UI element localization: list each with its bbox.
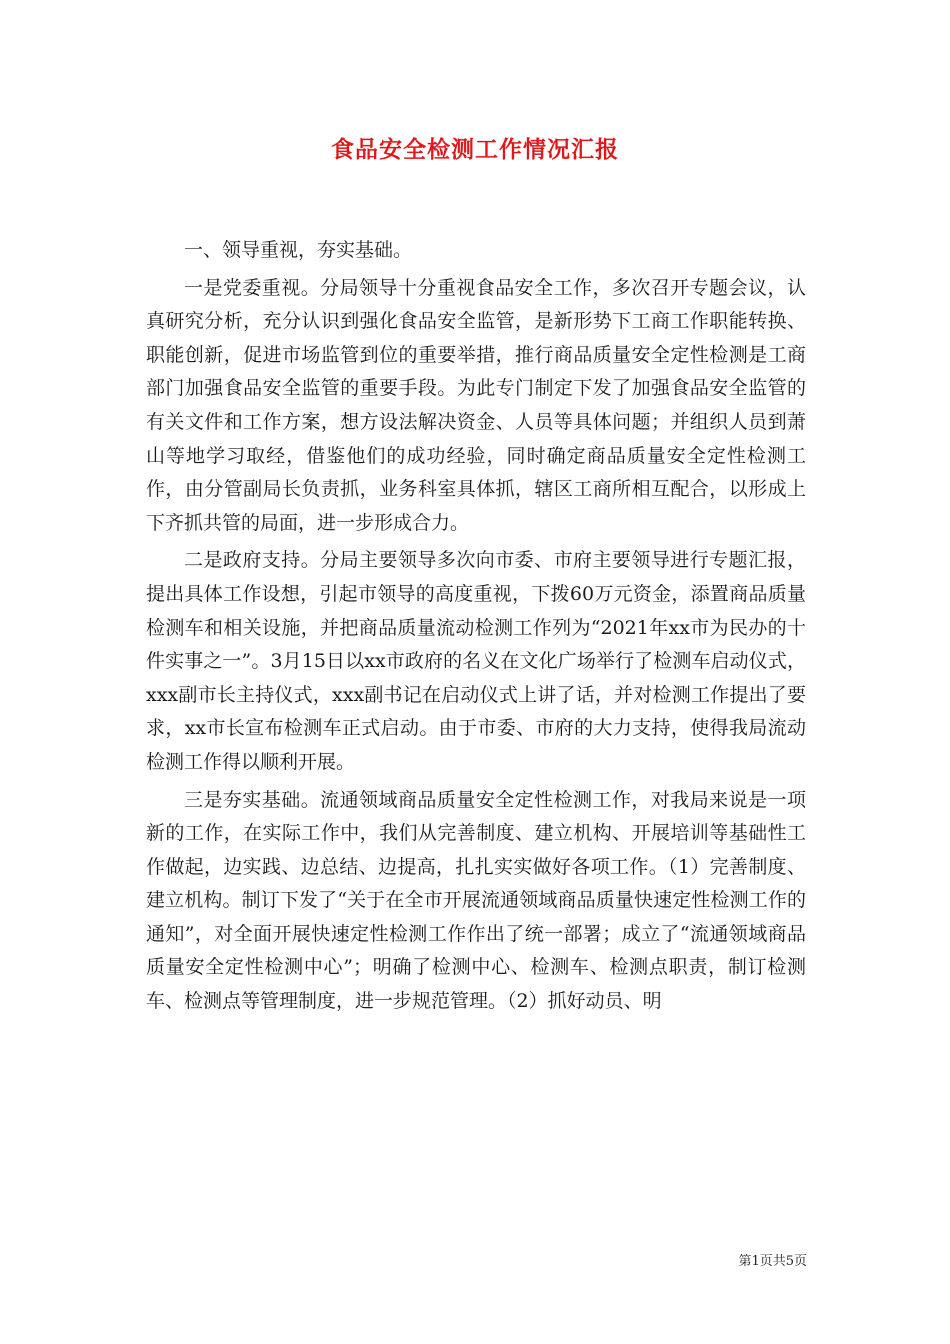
page-number: 第1页共5页 <box>738 1254 807 1269</box>
paragraph-foundation: 三是夯实基础。流通领域商品质量安全定性检测工作，对我局来说是一项新的工作，在实际工作中，我们从完善制度、建立机构、开展培训等基础性工作做起，边实践、边总结、边提高，扎扎实实做好各项工作。（1）完善制度、建立机构。制订下发了“关于在全市开展流通领域商品质量快速定性检测工作的通知”，对全面开展快速定性检测工作作出了统一部署；成立了“流通领域商品质量安全定性检测中心”；明确了检测中心、检测车、检测点职责，制订检测车、检测点等管理制度，进一步规范管理。（2）抓好动员、明 <box>146 788 806 1013</box>
document-body <box>146 234 806 1019</box>
section-heading: 一、领导重视，夯实基础。 <box>184 239 413 261</box>
paragraph-government-support: 二是政府支持。分局主要领导多次向市委、市府主要领导进行专题汇报，提出具体工作设想，引起市领导的高度重视，下拨60万元资金，添置商品质量检测车和相关设施，并把商品质量流动检测工作列为“2021年xx市为民办的十件实事之一”。3月15日以xx市政府的名义在文化广场举行了检测车启动仪式，xxx副市长主持仪式，xxx副书记在启动仪式上讲了话，并对检测工作提出了要求，xx市长宣布检测车正式启动。由于市委、市府的大力支持，使得我局流动检测工作得以顺利开展。 <box>146 549 806 773</box>
paragraph-party-committee: 一是党委重视。分局领导十分重视食品安全工作，多次召开专题会议，认真研究分析，充分认识到强化食品安全监管，是新形势下工商工作职能转换、职能创新，促进市场监管到位的重要举措，推行商品质量安全定性检测是工商部门加强食品安全监管的重要手段。为此专门制定下发了加强食品安全监管的有关文件和工作方案，想方设法解决资金、人员等具体问题；并组织人员到萧山等地学习取经，借鉴他们的成功经验，同时确定商品质量安全定性检测工作，由分管副局长负责抓，业务科室具体抓，辖区工商所相互配合，以形成上下齐抓共管的局面，进一步形成合力。 <box>146 276 806 534</box>
document-title: 食品安全检测工作情况汇报 <box>331 136 619 163</box>
